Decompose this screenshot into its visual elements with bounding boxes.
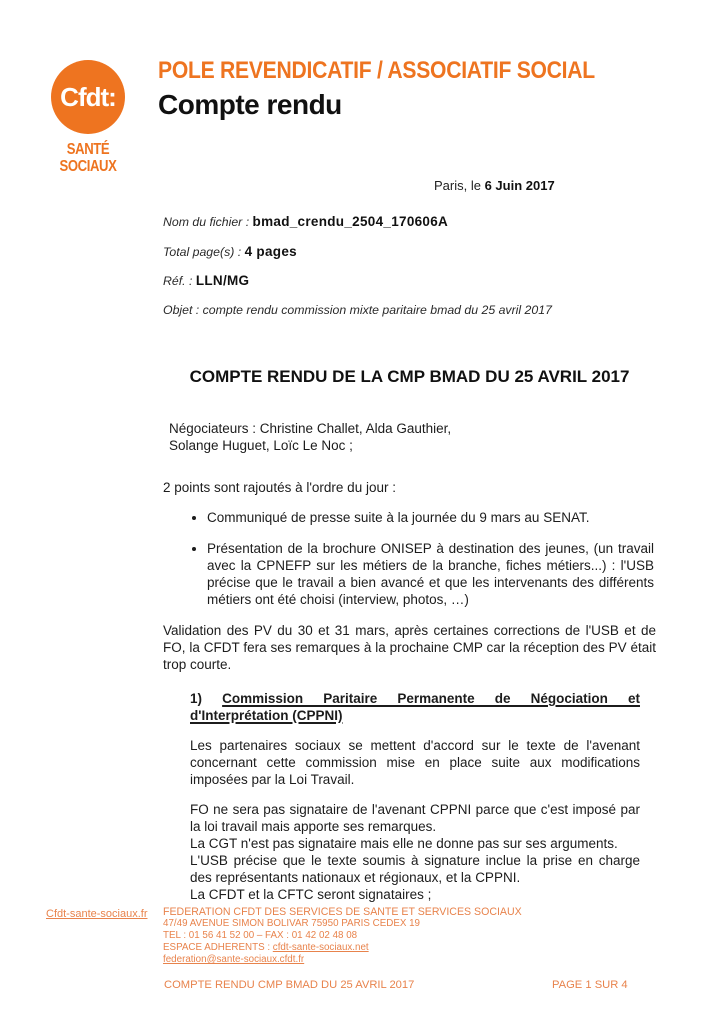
footer-adherents-link[interactable]: cfdt-sante-sociaux.net [272, 942, 369, 953]
statement-fo: FO ne sera pas signataire de l'avenant CPPNI parce que c'est imposé par la loi travail mais apporte ses remarques. [190, 802, 640, 834]
page-title: COMPTE RENDU DE LA CMP BMAD DU 25 AVRIL 2017 [189, 367, 630, 386]
document-type-title: Compte rendu [158, 89, 342, 120]
negotiators-line2: Solange Huguet, Loïc Le Noc ; [169, 438, 353, 453]
cfdt-logo [51, 60, 125, 134]
meta-objet-value: compte rendu commission mixte paritaire bmad du 25 avril 2017 [202, 302, 552, 317]
footer-email-link[interactable]: federation@sante-sociaux.cfdt.fr [163, 954, 305, 965]
dateline-date: 6 Juin 2017 [484, 178, 555, 193]
negotiators-line1: Négociateurs : Christine Challet, Alda Gauthier, [169, 421, 452, 436]
agenda-bullet-list [163, 509, 656, 608]
dateline-prefix: Paris, le [434, 178, 485, 193]
footer-site-link[interactable]: Cfdt-sante-sociaux.fr [46, 908, 148, 920]
meta-ref-value: LLN/MG [195, 273, 250, 288]
cfdt-logo-text: Cfdt: [60, 81, 116, 112]
section-cppni [190, 690, 640, 903]
footer-adherents-line [163, 942, 522, 954]
meta-objet-label: Objet : [163, 302, 203, 317]
footer-org-phone: TEL : 01 56 41 52 00 – FAX : 01 42 02 48 08 [163, 930, 358, 941]
meta-filename-label: Nom du fichier : [163, 215, 253, 229]
cfdt-logo-block [46, 57, 130, 175]
negotiators [169, 420, 451, 454]
bullet-item: • Présentation de la brochure ONISEP à destination des jeunes, (un travail avec la CPNEFP sur les métiers de la branche, fiches métiers...) : l'USB précise que le travail a bien avancé et que les intervenants des différents métiers ont été choisi (interview, photos, …) [207, 540, 656, 608]
logo-subtitle [54, 141, 123, 175]
logo-subtitle-line2: SOCIAUX [59, 158, 117, 175]
dateline [434, 178, 555, 193]
statement-cfdt-cftc: La CFDT et la CFTC seront signataires ; [190, 887, 432, 902]
meta-row-objet [163, 303, 656, 317]
footer-address-block [163, 906, 522, 966]
document-header [158, 57, 698, 121]
section-paragraph: Les partenaires sociaux se mettent d'accord sur le texte de l'avenant concernant cette commission mise en place suite aux modifications imposées par la Loi Travail. [190, 738, 640, 787]
meta-pages-label: Total page(s) : [163, 244, 245, 259]
section-number: 1) [190, 691, 223, 706]
section-heading-text: Commission Paritaire Permanente de Négociation et d'Interprétation (CPPNI) [190, 691, 640, 723]
document-body [163, 479, 656, 903]
footer-org-name: FEDERATION CFDT DES SERVICES DE SANTE ET SERVICES SOCIAUX [163, 906, 522, 918]
bullet-item: • Communiqué de presse suite à la journée du 9 mars au SENAT. [207, 509, 656, 526]
meta-row-ref [163, 273, 656, 288]
meta-filename-value: bmad_crendu_2504_170606A [252, 214, 449, 229]
meta-pages-value: 4 pages [244, 243, 297, 259]
pole-title: POLE REVENDICATIF / ASSOCIATIF SOCIAL [158, 57, 595, 84]
footer-adherents-label: ESPACE ADHERENTS : [163, 942, 273, 953]
footer-org-address: 47/49 AVENUE SIMON BOLIVAR 75950 PARIS CEDEX 19 [163, 918, 421, 929]
meta-ref-label: Réf. : [163, 274, 196, 288]
meta-row-pages [163, 244, 656, 259]
meta-block [163, 214, 656, 331]
footer-page-indicator: PAGE 1 SUR 4 [552, 979, 628, 991]
intro-paragraph: 2 points sont rajoutés à l'ordre du jour : [163, 480, 396, 495]
statement-cgt: La CGT n'est pas signataire mais elle ne donne pas sur ses arguments. [190, 836, 618, 851]
statement-usb: L'USB précise que le texte soumis à signature inclue la prise en charge des représentants nationaux et régionaux, et la CPPNI. [190, 853, 640, 885]
logo-subtitle-line1: SANTÉ [66, 141, 110, 158]
section-heading [190, 690, 640, 724]
meta-row-filename [163, 214, 656, 229]
footer-doc-reference: COMPTE RENDU CMP BMAD DU 25 AVRIL 2017 [164, 979, 415, 991]
validation-paragraph: Validation des PV du 30 et 31 mars, après certaines corrections de l'USB et de FO, la CFDT fera ses remarques à la prochaine CMP car la réception des PV était trop courte. [163, 623, 656, 672]
